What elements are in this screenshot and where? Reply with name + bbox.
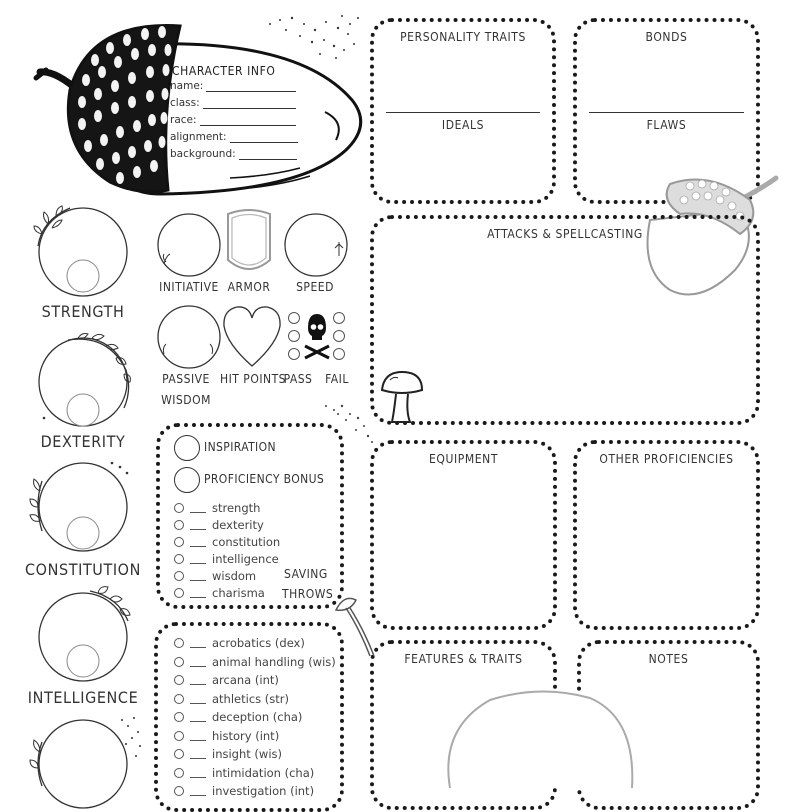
alignment-line <box>230 132 298 143</box>
save-row-wisdom[interactable] <box>174 569 256 583</box>
hit-points-heart-icon[interactable] <box>221 304 283 368</box>
skill-row-animal-handling[interactable] <box>174 655 336 669</box>
skill-row-investigation[interactable] <box>174 784 314 798</box>
skill-blank <box>190 675 206 685</box>
wisdom-circle-partial[interactable] <box>28 712 148 802</box>
skill-name: insight (wis) <box>212 747 282 761</box>
dexterity-circle[interactable] <box>28 330 138 430</box>
skill-row-deception[interactable] <box>174 710 302 724</box>
save-name: charisma <box>212 586 265 600</box>
skill-row-acrobatics[interactable] <box>174 636 305 650</box>
save-bubble[interactable] <box>174 554 184 564</box>
fail-label: FAIL <box>325 372 349 386</box>
skill-blank <box>190 712 206 722</box>
speckle-decoration <box>320 400 380 446</box>
save-bubble[interactable] <box>174 588 184 598</box>
equipment-label: EQUIPMENT <box>428 452 499 466</box>
pass-label: PASS <box>283 372 313 386</box>
constitution-circle[interactable] <box>28 455 138 555</box>
save-bubble[interactable] <box>174 571 184 581</box>
save-blank <box>190 554 206 564</box>
inspiration-circle[interactable] <box>174 435 200 461</box>
bonds-label: BONDS <box>645 30 688 44</box>
skill-row-history[interactable] <box>174 729 279 743</box>
save-name: intelligence <box>212 552 279 566</box>
constitution-label: CONSTITUTION <box>25 560 141 579</box>
attacks-spellcasting-box[interactable] <box>370 215 760 425</box>
skill-blank <box>190 768 206 778</box>
save-name: dexterity <box>212 518 264 532</box>
inspiration-label: INSPIRATION <box>204 440 277 454</box>
race-field[interactable] <box>170 114 296 126</box>
race-label: race: <box>170 114 197 126</box>
personality-traits-label: PERSONALITY TRAITS <box>400 30 526 44</box>
ideals-label: IDEALS <box>441 118 485 132</box>
save-blank <box>190 537 206 547</box>
name-field[interactable] <box>170 80 296 92</box>
intelligence-label: INTELLIGENCE <box>27 688 139 707</box>
attacks-spellcasting-label: ATTACKS & SPELLCASTING <box>487 227 643 241</box>
bonds-divider <box>589 112 744 113</box>
other-proficiencies-label: OTHER PROFICIENCIES <box>599 452 734 466</box>
skill-bubble[interactable] <box>174 768 184 778</box>
personality-ideals-box[interactable] <box>370 18 556 204</box>
skill-blank <box>190 749 206 759</box>
features-traits-label: FEATURES & TRAITS <box>404 652 523 666</box>
save-row-strength[interactable] <box>174 501 260 515</box>
save-row-charisma[interactable] <box>174 586 265 600</box>
skill-bubble[interactable] <box>174 694 184 704</box>
skill-row-intimidation[interactable] <box>174 766 314 780</box>
intelligence-circle[interactable] <box>28 585 138 685</box>
personality-divider <box>386 112 540 113</box>
save-name: wisdom <box>212 569 257 583</box>
save-row-dexterity[interactable] <box>174 518 264 532</box>
speed-circle[interactable] <box>283 212 349 278</box>
initiative-circle[interactable] <box>156 212 222 278</box>
skill-blank <box>190 731 206 741</box>
other-proficiencies-box[interactable] <box>573 440 760 630</box>
passive-wisdom-circle[interactable] <box>156 304 222 370</box>
strength-label: STRENGTH <box>41 302 125 321</box>
skill-name: arcana (int) <box>212 673 279 687</box>
background-label: background: <box>170 148 236 160</box>
passive-label: PASSIVE <box>162 372 210 386</box>
name-label: name: <box>170 80 204 92</box>
skill-bubble[interactable] <box>174 749 184 759</box>
skill-name: history (int) <box>212 728 280 743</box>
alignment-label: alignment: <box>170 131 227 143</box>
strength-circle[interactable] <box>28 200 138 300</box>
hit-points-label: HIT POINTS <box>219 372 287 386</box>
stone-illustration <box>440 688 640 798</box>
save-bubble[interactable] <box>174 537 184 547</box>
save-row-intelligence[interactable] <box>174 552 279 566</box>
skill-bubble[interactable] <box>174 786 184 796</box>
saving-throws-box <box>156 423 344 609</box>
skill-blank <box>190 657 206 667</box>
save-name: constitution <box>212 535 281 549</box>
race-line <box>200 115 296 126</box>
dexterity-label: DEXTERITY <box>40 432 126 451</box>
skill-name: intimidation (cha) <box>212 765 315 780</box>
skill-name: athletics (str) <box>212 691 289 706</box>
skill-row-arcana[interactable] <box>174 673 279 687</box>
proficiency-bonus-circle[interactable] <box>174 467 200 493</box>
saving-label-line1: SAVING <box>284 567 328 581</box>
name-line <box>206 81 296 92</box>
skill-bubble[interactable] <box>174 731 184 741</box>
speed-label: SPEED <box>296 280 334 294</box>
skills-box <box>154 622 344 812</box>
equipment-box[interactable] <box>370 440 557 630</box>
save-row-constitution[interactable] <box>174 535 280 549</box>
skill-name: animal handling (wis) <box>212 654 336 669</box>
proficiency-bonus-label: PROFICIENCY BONUS <box>204 472 325 486</box>
wisdom-label: WISDOM <box>161 393 211 407</box>
armor-label: ARMOR <box>227 280 271 294</box>
background-line <box>239 149 297 160</box>
save-blank <box>190 520 206 530</box>
alignment-field[interactable] <box>170 131 298 143</box>
saving-label-line2: THROWS <box>282 587 334 601</box>
save-blank <box>190 588 206 598</box>
save-bubble[interactable] <box>174 503 184 513</box>
skill-blank <box>190 786 206 796</box>
class-label: class: <box>170 97 200 109</box>
skill-name: investigation (int) <box>212 784 315 798</box>
skill-blank <box>190 694 206 704</box>
skill-row-insight[interactable] <box>174 747 282 761</box>
background-field[interactable] <box>170 148 297 160</box>
skill-bubble[interactable] <box>174 638 184 648</box>
armor-shield-icon[interactable] <box>224 204 274 278</box>
skill-row-athletics[interactable] <box>174 692 289 706</box>
skill-bubble[interactable] <box>174 657 184 667</box>
character-info-title: CHARACTER INFO <box>172 64 276 78</box>
flaws-label: FLAWS <box>646 118 687 132</box>
save-blank <box>190 571 206 581</box>
skill-bubble[interactable] <box>174 675 184 685</box>
save-name: strength <box>212 501 261 515</box>
skill-blank <box>190 638 206 648</box>
death-saves-skull-icon <box>286 310 348 366</box>
class-field[interactable] <box>170 97 296 109</box>
notes-label: NOTES <box>648 652 689 666</box>
save-blank <box>190 503 206 513</box>
skill-bubble[interactable] <box>174 712 184 722</box>
mushroom-illustration <box>378 368 426 426</box>
skill-name: deception (cha) <box>212 710 303 724</box>
class-line <box>203 98 296 109</box>
skill-name: acrobatics (dex) <box>212 636 305 650</box>
initiative-label: INITIATIVE <box>159 280 219 294</box>
save-bubble[interactable] <box>174 520 184 530</box>
